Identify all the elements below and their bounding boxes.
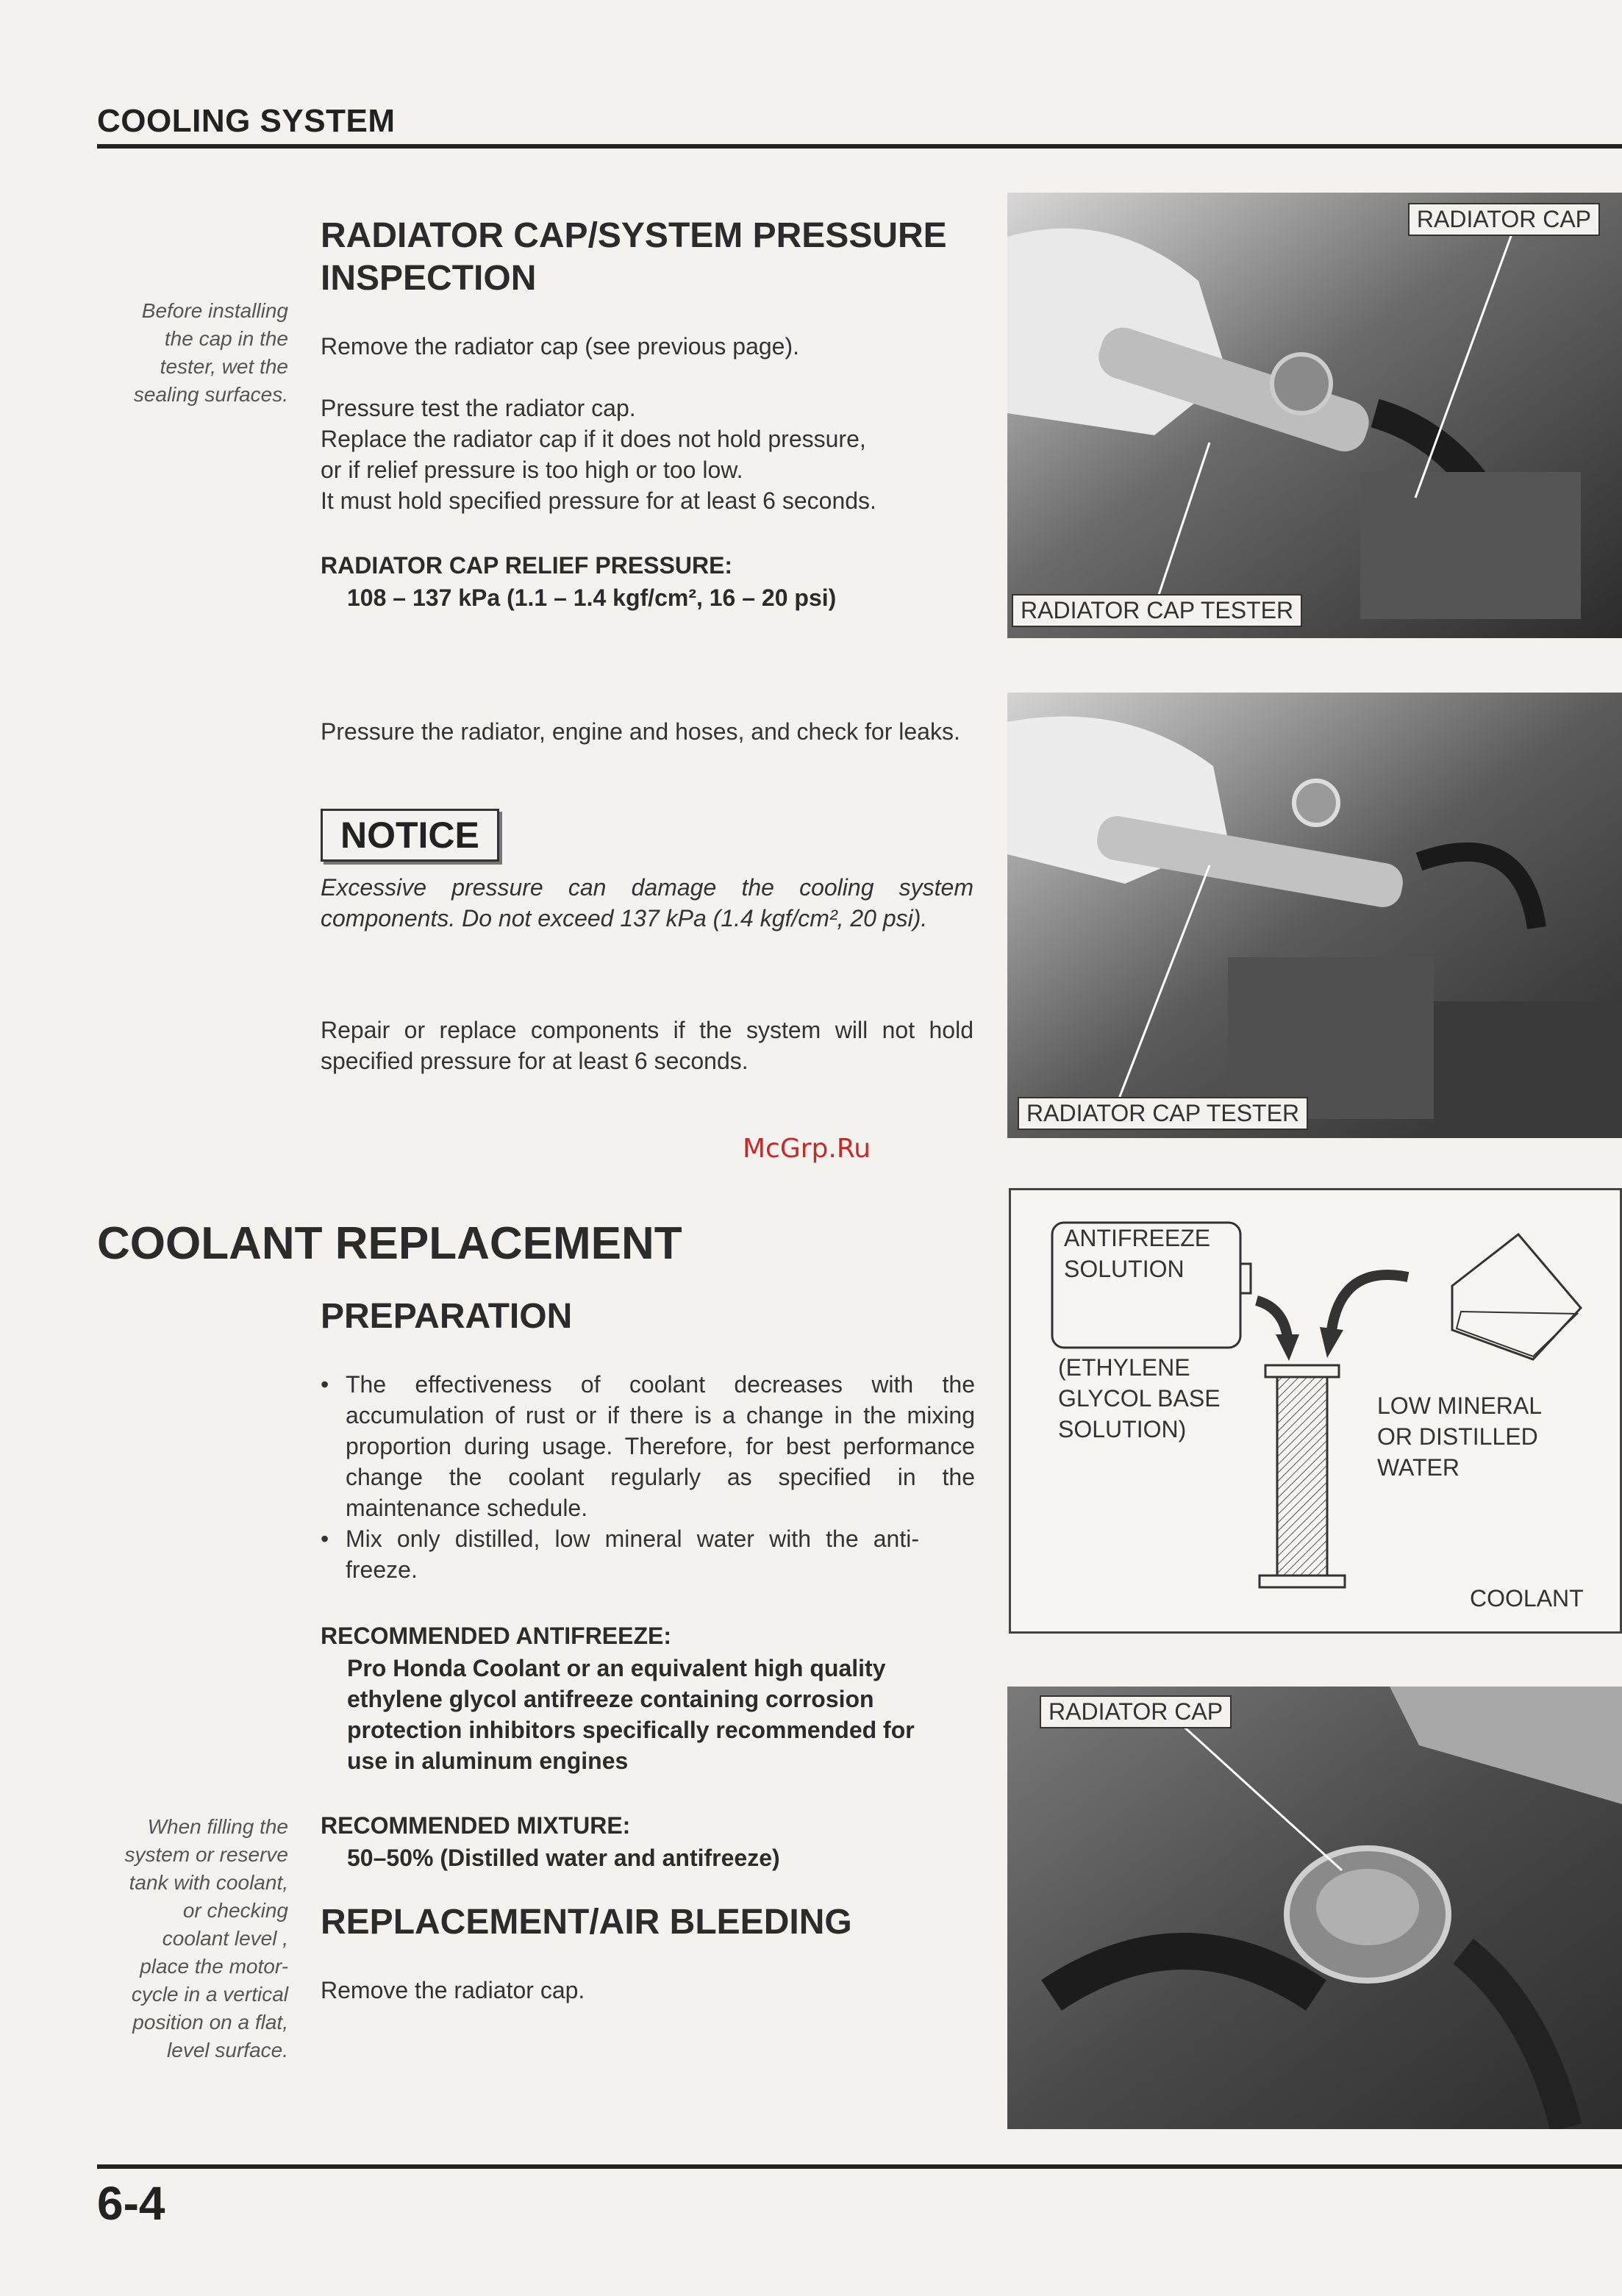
inspection-step3: Pressure the radiator, engine and hoses, and check for leaks. xyxy=(321,718,960,745)
inspection-title-line2: INSPECTION xyxy=(321,259,537,298)
coolant-replacement-title: COOLANT REPLACEMENT xyxy=(97,1218,682,1269)
notice-text: Excessive pressure can damage the cooling system components. Do not exceed 137 kPa (1.4 kgf/cm², 20 psi). xyxy=(321,874,973,931)
replacement-side-note xyxy=(81,1813,288,2064)
relief-pressure-label: RADIATOR CAP RELIEF PRESSURE: xyxy=(321,552,733,579)
step2-line: Pressure test the radiator cap. xyxy=(321,395,636,421)
side-note-line: tester, wet the xyxy=(160,355,288,378)
watermark: McGrp.Ru xyxy=(743,1134,871,1164)
footer-rule xyxy=(97,2164,1622,2169)
side-note-line: When filling the xyxy=(147,1815,288,1838)
diagram-antifreeze-line2: SOLUTION xyxy=(1064,1256,1185,1282)
radiator-cap-tester-photo xyxy=(1007,193,1622,638)
diagram-antifreeze-line1: ANTIFREEZE xyxy=(1064,1225,1211,1251)
inspection-step4: Repair or replace components if the system will not hold specified pressure for at least 6 seconds. xyxy=(321,1017,973,1074)
bullet-item: • The effectiveness of coolant decreases with the accumulation of rust or if there is a change in the mixing proportion during usage. Therefore, for best performance change the coolant regularly as specified in the maintenance schedule. xyxy=(321,1369,975,1523)
air-bleeding-title: REPLACEMENT/AIR BLEEDING xyxy=(321,1903,852,1942)
step2-line: or if relief pressure is too high or too low. xyxy=(321,457,743,483)
inspection-title-line1: RADIATOR CAP/SYSTEM PRESSURE xyxy=(321,216,947,255)
page-number: 6-4 xyxy=(97,2177,165,2230)
diagram-coolant-label: COOLANT xyxy=(1470,1585,1584,1612)
side-note-line: sealing surfaces. xyxy=(133,383,288,406)
header-rule xyxy=(97,144,1622,149)
photo3-label-radiator-cap: RADIATOR CAP xyxy=(1040,1695,1232,1728)
photo1-label-radiator-cap: RADIATOR CAP xyxy=(1408,203,1600,236)
mixture-label: RECOMMENDED MIXTURE: xyxy=(321,1812,631,1839)
diagram-water-line1: LOW MINERAL xyxy=(1377,1392,1543,1419)
relief-pressure-value: 108 – 137 kPa (1.1 – 1.4 kgf/cm², 16 – 20 psi) xyxy=(347,584,837,611)
diagram-water-line2: OR DISTILLED xyxy=(1377,1423,1538,1450)
section-header: COOLING SYSTEM xyxy=(97,103,396,139)
side-note-line: the cap in the xyxy=(164,327,288,350)
inspection-step1: Remove the radiator cap (see previous page). xyxy=(321,333,800,360)
side-note-line: system or reserve xyxy=(124,1843,288,1866)
engine-photo-illustration xyxy=(1007,693,1622,1138)
photo1-label-tester: RADIATOR CAP TESTER xyxy=(1012,594,1302,627)
inspection-step2 xyxy=(321,393,982,516)
antifreeze-label: RECOMMENDED ANTIFREEZE: xyxy=(321,1623,672,1649)
diagram-glycol-line1: (ETHYLENE xyxy=(1058,1354,1190,1381)
notice-badge: NOTICE xyxy=(321,809,499,862)
mixture-value: 50–50% (Distilled water and antifreeze) xyxy=(347,1845,780,1871)
side-note-line: place the motor- xyxy=(140,1955,288,1978)
diagram-glycol-line2: GLYCOL BASE xyxy=(1058,1385,1221,1412)
side-note-line: cycle in a vertical xyxy=(131,1983,288,2006)
antifreeze-value: Pro Honda Coolant or an equivalent high quality ethylene glycol antifreeze containing corrosion protection inhibitors specifically recommended for use in aluminum engines xyxy=(347,1655,915,1774)
inspection-side-note xyxy=(88,297,288,409)
side-note-line: level surface. xyxy=(167,2039,288,2061)
diagram-water-line3: WATER xyxy=(1377,1454,1460,1481)
side-note-line: position on a flat, xyxy=(132,2011,288,2034)
engine-photo-illustration xyxy=(1007,1687,1622,2129)
preparation-title: PREPARATION xyxy=(321,1297,573,1336)
engine-photo-illustration xyxy=(1007,193,1622,638)
diagram-glycol-line3: SOLUTION) xyxy=(1058,1416,1187,1442)
step2-line: It must hold specified pressure for at least 6 seconds. xyxy=(321,487,876,514)
system-pressure-photo xyxy=(1007,693,1622,1138)
coolant-mixing-diagram xyxy=(1009,1188,1622,1634)
bullet-item: • Mix only distilled, low mineral water with the anti-freeze. xyxy=(321,1523,919,1585)
air-bleeding-step: Remove the radiator cap. xyxy=(321,1977,585,2003)
side-note-line: or checking xyxy=(182,1899,288,1922)
photo2-label-tester: RADIATOR CAP TESTER xyxy=(1018,1097,1308,1130)
inspection-title xyxy=(321,215,982,300)
preparation-bullets xyxy=(321,1369,975,1585)
step2-line: Replace the radiator cap if it does not hold pressure, xyxy=(321,426,866,452)
side-note-line: coolant level , xyxy=(162,1927,288,1950)
radiator-cap-photo xyxy=(1007,1687,1622,2129)
side-note-line: tank with coolant, xyxy=(129,1871,288,1894)
side-note-line: Before installing xyxy=(141,299,288,322)
